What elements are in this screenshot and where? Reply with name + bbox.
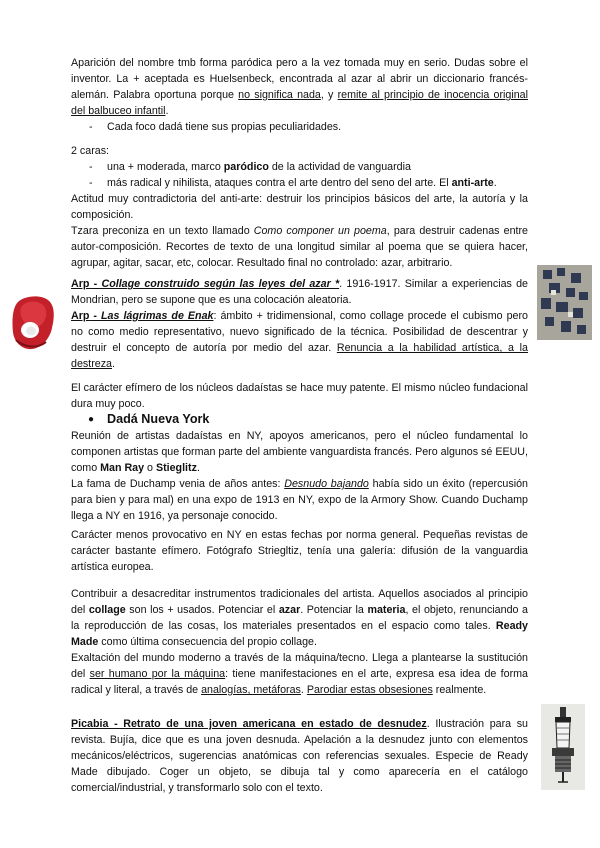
desnudo-bajando-title: Desnudo bajando: [284, 478, 369, 490]
ny-paragraph-1: [71, 428, 528, 476]
ny-heading: [71, 411, 528, 428]
arp-enak-end: .: [112, 358, 115, 370]
dash-marker: -: [89, 161, 93, 173]
picabia-paragraph: [71, 716, 528, 796]
ny-p5-text-2: : tiene manifestaciones en el arte, expresa esa idea de forma radical y literal, a través de: [71, 668, 529, 696]
ny-p4-text-5: como última consecuencia del propio collage.: [98, 636, 317, 648]
arp-collage-text: . 1916-1917. Similar a experiencias de Mondrian, pero se supone que es una colocación aleatoria.: [71, 278, 528, 306]
dash-marker: -: [89, 177, 93, 189]
caras-item-2-text: más radical y nihilista, ataques contra el arte dentro del seno del arte. El: [107, 177, 452, 189]
efimero-block: [71, 380, 528, 412]
ny-p4-text-4: , el objeto, renunciando a la reproducción de las cosas, los materiales presentados en el espacio como tales.: [71, 604, 528, 632]
caras-item-2-text-2: .: [493, 177, 497, 189]
caras-item-2-bold: anti-arte: [451, 177, 494, 189]
caras-item-1: [71, 159, 528, 175]
ny-p2-text: La fama de Duchamp venia de años antes:: [71, 478, 285, 490]
arp-sep: -: [89, 310, 102, 322]
tzara-title: Como componer un poema: [253, 225, 387, 237]
arp-block: [71, 276, 528, 372]
arp-name: Arp: [71, 278, 90, 290]
man-ray-name: Man Ray: [100, 462, 145, 474]
intro-paragraph: [71, 55, 528, 119]
intro-underline-2: remite al principio de inocencia original del balbuceo infantil: [71, 89, 528, 117]
ny-p1-or: o: [144, 462, 156, 474]
ny-p1-end: .: [196, 462, 200, 474]
arp-enak-paragraph: [71, 308, 528, 372]
caras-item-2: [71, 175, 528, 191]
materia-bold: materia: [367, 604, 406, 616]
ny-p5-text-4: realmente.: [432, 684, 487, 696]
ny-paragraph-5: [71, 650, 528, 698]
dash-marker: -: [89, 121, 93, 133]
bullet-dot: ●: [88, 414, 95, 425]
picabia-spark-plug-image: [541, 704, 585, 790]
arp-collage-paragraph: [71, 276, 528, 308]
intro-text: Aparición del nombre tmb forma paródica pero a la vez tomada muy en serio. Dudas sobre el inventor. La + aceptada es Huelsenbeck, encontrada al azar al abrir un diccionario francés-alemán. Palabra oportuna porque: [71, 57, 528, 101]
ny-p5-underline-3: Parodiar estas obsesiones: [306, 684, 433, 696]
ny-p4-text: Contribuir a desacreditar instrumentos tradicionales del artista. Aquellos asociados al principio del: [71, 588, 528, 616]
ny-heading-block: [71, 411, 528, 428]
ny-p1-text: Reunión de artistas dadaístas en NY, apoyos americanos, pero el núcleo fundamental lo componen artistas que forman parte del ambiente vanguardista francés. Pero algunos sé EEUU, como: [71, 430, 528, 474]
ready-made-bold: Ready Made: [71, 620, 528, 648]
ny-paragraph-3: Carácter menos provocativo en NY en estas fechas por norma general. Pequeñas revistas de carácter bastante efímero. Fotógrafo Striegltiz, tenía una galería: difusión de la vanguardia artística europea.: [71, 529, 528, 573]
intro-text-2: , y: [320, 89, 338, 101]
intro-underline-1: no significa nada: [238, 89, 321, 101]
arp-enak-underline: Renuncia a la habilidad artística, a la destreza: [71, 342, 528, 370]
collage-bold: collage: [88, 604, 126, 616]
intro-block: [71, 55, 528, 135]
ny-p4-text-2: son los + usados. Potenciar el: [125, 604, 279, 616]
actitud-paragraph: Actitud muy contradictoria del anti-arte: destruir los principios básicos del arte, la autoría y la composición.: [71, 193, 528, 221]
picabia-block: [71, 716, 528, 796]
arp-enak-title: Las lágrimas de Enak: [101, 310, 214, 322]
ny-heading-text: Dadá Nueva York: [107, 412, 210, 426]
ny-p5-underline-1: ser humano por la máquina: [89, 668, 226, 680]
ny-p2-text-2: había sido un éxito (repercusión para bien y para mal) en una expo de 1913 en NY, expo de la Armory Show. Cuando Duchamp llega a NY en 1916, ya personaje conocido.: [71, 478, 528, 522]
intro-text-3: .: [165, 105, 169, 117]
caras-item-1-text: una + moderada, marco: [107, 161, 224, 173]
caras-item-1-bold: paródico: [223, 161, 269, 173]
arp-enak-text: : ámbito + tridimensional, como collage procede el cubismo pero no como medio representativo, nuevo significado de la técnica. Posibilidad de descentrar y destruir el concepto de autoría por medio del azar.: [71, 310, 528, 354]
arp-collage-title: Collage construido según las leyes del azar *: [101, 278, 340, 290]
picabia-title: Picabia - Retrato de una joven americana en estado de desnudez: [71, 718, 427, 730]
tzara-text-2: , para destruir cadenas entre autor-composición. Recortes de texto de una longitud similar al poema que se quiera hacer, agrupar, agitar, sacar, etc, colocar. Resultado final no controlado: azar, arbitrario.: [71, 225, 528, 269]
bullet-text: Cada foco dadá tiene sus propias peculiaridades.: [107, 121, 342, 133]
enak-sculpture-image: [8, 294, 58, 352]
ny-p5-text-3: .: [300, 684, 307, 696]
arp-name: Arp: [71, 310, 90, 322]
ny-paragraph-4: [71, 586, 528, 650]
bullet-peculiaridades: [71, 119, 528, 135]
ny-p5-underline-2: analogías, metáforas: [201, 684, 301, 696]
ny-p4-text-3: . Potenciar la: [300, 604, 368, 616]
ny-block-3: [71, 586, 528, 698]
arp-collage-image: [537, 265, 592, 340]
stieglitz-name: Stieglitz: [155, 462, 197, 474]
tzara-paragraph: [71, 223, 528, 271]
ny-block: [71, 428, 528, 524]
ny-paragraph-2: [71, 476, 528, 524]
picabia-text: . Ilustración para su revista. Bujía, dice que es una joven desnuda. Apelación a la desnudez junto con elementos mecánicos/eléctricos, sugerencias anatómicas con referencias sexuales. Especie de Ready Made dibujado. Coger un objeto, se dibuja tal y como aparecería en el catálogo comercial/industrial, y transformarlo solo con el texto.: [71, 718, 529, 794]
azar-bold: azar: [278, 604, 301, 616]
caras-heading: 2 caras:: [71, 145, 110, 157]
efimero-paragraph: El carácter efímero de los núcleos dadaístas se hace muy patente. El mismo núcleo fundacional dura muy poco.: [71, 382, 528, 410]
ny-block-2: [71, 527, 528, 575]
caras-block: [71, 143, 528, 271]
caras-item-1-text-2: de la actividad de vanguardia: [268, 161, 411, 173]
tzara-text: Tzara preconiza en un texto llamado: [71, 225, 254, 237]
ny-p5-text: Exaltación del mundo moderno a través de la máquina/tecno. Llega a plantearse la sustitución del: [71, 652, 528, 680]
arp-sep: -: [89, 278, 102, 290]
